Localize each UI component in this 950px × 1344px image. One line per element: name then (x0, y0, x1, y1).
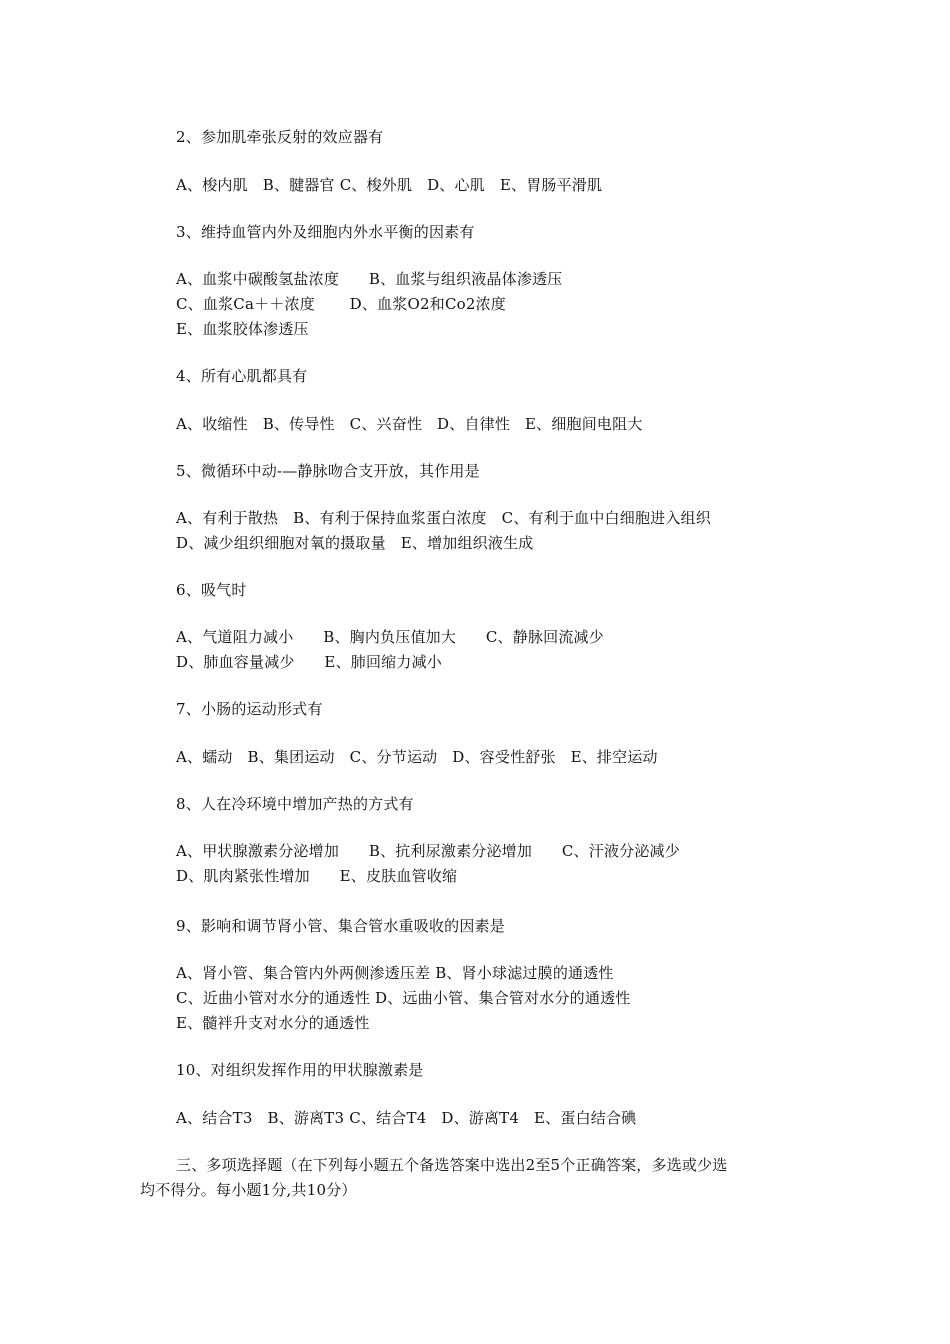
question-3-option-line-1: A、血浆中碳酸氢盐浓度 B、血浆与组织液晶体渗透压 (176, 270, 563, 288)
question-4-options: A、收缩性 B、传导性 C、兴奋性 D、自律性 E、细胞间电阻大 (176, 415, 643, 433)
question-3-option-line-3: E、血浆胶体渗透压 (176, 320, 309, 338)
question-8-option-line-2: D、肌肉紧张性增加 E、皮肤血管收缩 (176, 867, 458, 885)
section-heading-line-2: 均不得分。每小题1分,共10分） (140, 1181, 357, 1199)
question-10-options: A、结合T3 B、游离T3 C、结合T4 D、游离T4 E、蛋白结合碘 (176, 1109, 637, 1127)
question-3-option-line-2: C、血浆Ca＋＋浓度 D、血浆O2和Co2浓度 (176, 295, 506, 313)
question-9-option-line-3: E、髓袢升支对水分的通透性 (176, 1014, 370, 1032)
question-3-stem: 3、维持血管内外及细胞内外水平衡的因素有 (176, 223, 475, 241)
question-9-option-line-2: C、近曲小管对水分的通透性 D、远曲小管、集合管对水分的通透性 (176, 989, 631, 1007)
question-2-options: A、梭内肌 B、腱器官 C、梭外肌 D、心肌 E、胃肠平滑肌 (176, 176, 603, 194)
section-heading-line-1: 三、多项选择题（在下列每小题五个备选答案中选出2至5个正确答案，多选或少选 (176, 1156, 728, 1174)
question-2-stem: 2、参加肌牵张反射的效应器有 (176, 128, 384, 146)
question-5-stem: 5、微循环中动-—静脉吻合支开放，其作用是 (176, 462, 480, 480)
question-5-option-line-1: A、有利于散热 B、有利于保持血浆蛋白浓度 C、有利于血中白细胞进入组织 (176, 509, 711, 527)
question-9-option-line-1: A、肾小管、集合管内外两侧渗透压差 B、肾小球滤过膜的通透性 (176, 964, 614, 982)
question-6-option-line-1: A、气道阻力减小 B、胸内负压值加大 C、静脉回流减少 (176, 628, 604, 646)
question-8-option-line-1: A、甲状腺激素分泌增加 B、抗利尿激素分泌增加 C、汗液分泌减少 (176, 842, 680, 860)
question-9-stem: 9、影响和调节肾小管、集合管水重吸收的因素是 (176, 917, 505, 935)
question-6-stem: 6、吸气时 (176, 581, 247, 599)
question-4-stem: 4、所有心肌都具有 (176, 367, 308, 385)
question-7-options: A、蠕动 B、集团运动 C、分节运动 D、容受性舒张 E、排空运动 (176, 748, 658, 766)
question-10-stem: 10、对组织发挥作用的甲状腺激素是 (176, 1061, 424, 1079)
question-8-stem: 8、人在冷环境中增加产热的方式有 (176, 795, 414, 813)
section-heading (140, 1153, 806, 1203)
question-6-option-line-2: D、肺血容量减少 E、肺回缩力减小 (176, 653, 442, 671)
question-5-option-line-2: D、减少组织细胞对氧的摄取量 E、增加组织液生成 (176, 534, 534, 552)
question-7-stem: 7、小肠的运动形式有 (176, 700, 323, 718)
